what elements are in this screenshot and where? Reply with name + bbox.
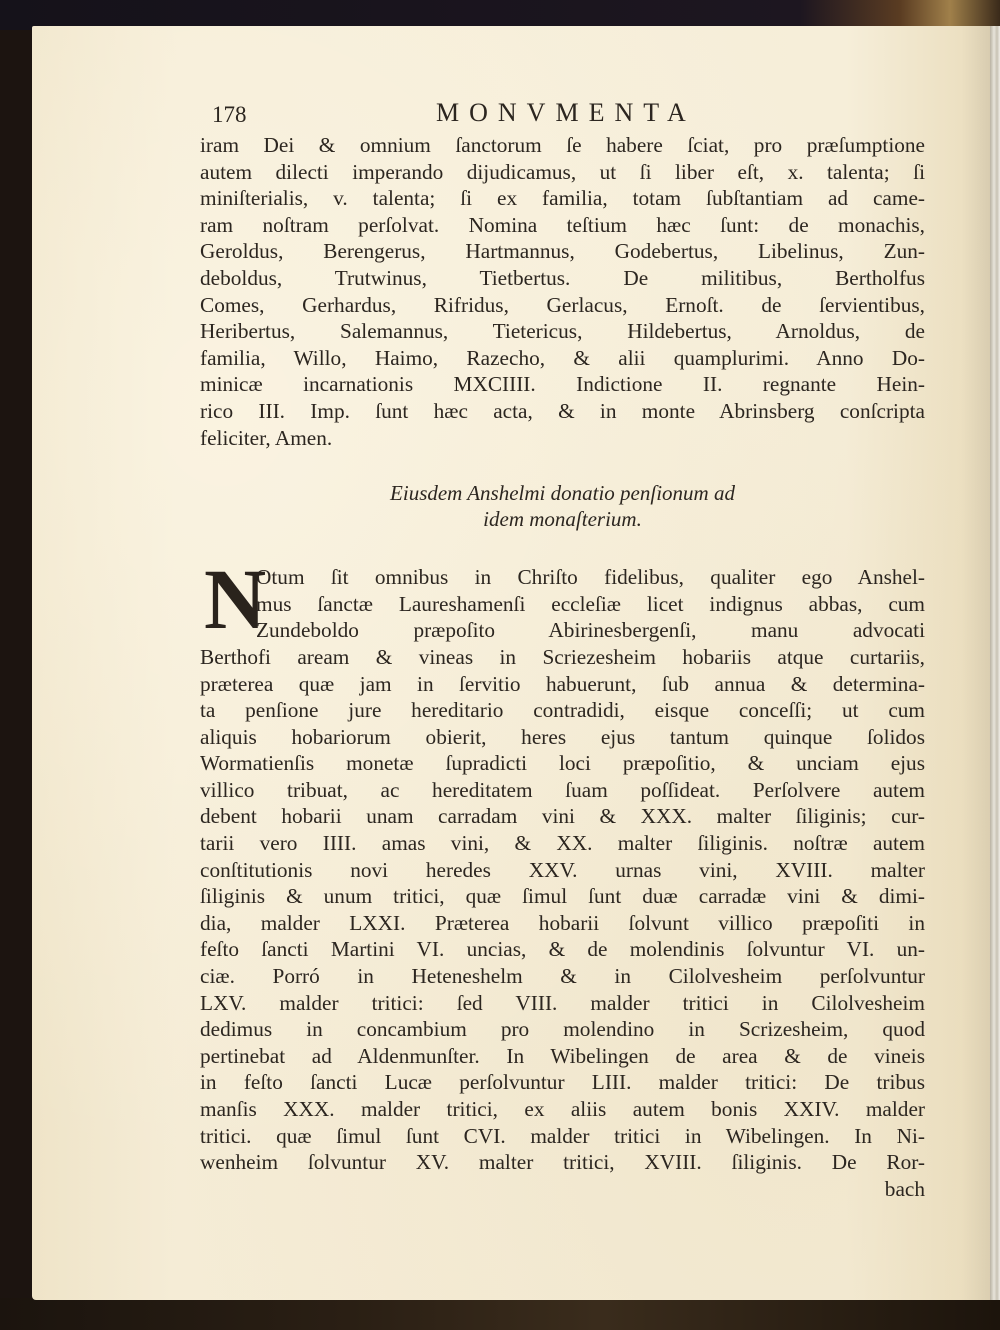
page-content (200, 96, 925, 1202)
text-line: mus ſanctæ Laureshamenſi eccleſiæ licet indignus abbas, cum (256, 591, 925, 616)
text-line: in feſto ſancti Lucæ perſolvuntur LIII. malder tritici: De tribus (200, 1070, 925, 1095)
text-line: Comes, Gerhardus, Rifridus, Gerlacus, Ernoſt. de ſervientibus, (200, 292, 925, 317)
text-line: feliciter, Amen. (200, 425, 333, 450)
drop-cap-initial: N (204, 551, 267, 648)
text-line: debent hobarii unam carradam vini & XXX. malter ſiliginis; cur- (200, 804, 925, 829)
running-title: MONVMENTA (436, 98, 696, 127)
text-line: Geroldus, Berengerus, Hartmannus, Godebertus, Libelinus, Zun- (200, 239, 925, 264)
text-line: ta penſione jure hereditario contradidi, eisque conceſſi; ut cum (200, 698, 925, 723)
text-line: dia, malder LXXI. Præterea hobarii ſolvunt villico præpoſiti in (200, 910, 925, 935)
text-line: aliquis hobariorum obierit, heres ejus tantum quinque ſolidos (200, 724, 925, 749)
text-line: deboldus, Trutwinus, Tietbertus. De militibus, Bertholfus (200, 265, 925, 290)
catchword: bach (884, 1176, 925, 1201)
text-line: rico III. Imp. ſunt hæc acta, & in monte Abrinsberg conſcripta (200, 398, 925, 423)
page-edge-stack (990, 26, 1000, 1300)
page-number: 178 (212, 102, 247, 127)
donation-text (200, 551, 925, 1202)
text-line: conſtitutionis novi heredes XXV. urnas vini, XVIII. malter (200, 857, 925, 882)
text-line: præterea quæ jam in ſervitio habuerunt, ſub annua & determina- (200, 671, 925, 696)
text-line: LXV. malder tritici: ſed VIII. malder tritici in Cilolvesheim (200, 990, 925, 1015)
text-line: ciæ. Porró in Heteneshelm & in Cilolvesheim perſolvuntur (200, 964, 925, 989)
text-line: ſiliginis & unum tritici, quæ ſimul ſunt duæ carradæ vini & dimi- (200, 884, 925, 909)
text-line: tritici. quæ ſimul ſunt CVI. malder tritici in Wibelingen. In Ni- (200, 1123, 925, 1148)
heading-line: idem monaſterium. (483, 507, 642, 532)
text-line: miniſterialis, v. talenta; ſi ex familia, totam ſubſtantiam ad came- (200, 186, 925, 211)
text-line: autem dilecti imperando dijudicamus, ut ſi liber eſt, x. talenta; ſi (200, 159, 925, 184)
text-line: Berthofi aream & vineas in Scriezesheim hobariis atque curtariis, (200, 644, 925, 669)
text-line: villico tribuat, ac hereditatem ſuam poſſideat. Perſolvere autem (200, 777, 925, 802)
text-line: manſis XXX. malder tritici, ex aliis autem bonis XXIV. malder (200, 1097, 925, 1121)
text-line: Heribertus, Salemannus, Tietericus, Hildebertus, Arnoldus, de (200, 319, 925, 344)
running-head (200, 96, 925, 132)
text-line: tarii vero IIII. amas vini, & XX. malter ſiliginis. noſtræ autem (200, 831, 925, 856)
text-block-charter-end (200, 132, 925, 451)
text-line: Zundeboldo præpoſito Abirinesbergenſi, manu advocati (256, 618, 925, 643)
section-heading (200, 480, 925, 532)
heading-line: Eiusdem Anshelmi donatio penſionum ad (390, 481, 735, 506)
text-line: minicæ incarnationis MXCIIII. Indictione II. regnante Hein- (200, 372, 925, 397)
text-line: ram noſtram perſolvat. Nomina teſtium hæc ſunt: de monachis, (200, 212, 925, 237)
text-line: Wormatienſis monetæ ſupradicti loci præpoſitio, & unciam ejus (200, 751, 925, 776)
text-line: Otum ſit omnibus in Chriſto fidelibus, qualiter ego Anshel- (256, 565, 925, 590)
text-line: wenheim ſolvuntur XV. malter tritici, XVIII. ſiliginis. De Ror- (200, 1150, 925, 1175)
text-block-donation (200, 551, 925, 1202)
text-line: iram Dei & omnium ſanctorum ſe habere ſciat, pro præſumptione (200, 133, 925, 157)
text-line: familia, Willo, Haimo, Razecho, & alii quamplurimi. Anno Do- (200, 345, 925, 370)
scan-backdrop-bottom (0, 1298, 1000, 1330)
text-line: feſto ſancti Martini VI. uncias, & de molendinis ſolvuntur VI. un- (200, 937, 925, 962)
text-line: pertinebat ad Aldenmunſter. In Wibelingen de area & de vineis (200, 1043, 925, 1068)
text-line: dedimus in concambium pro molendino in Scrizesheim, quod (200, 1017, 925, 1042)
